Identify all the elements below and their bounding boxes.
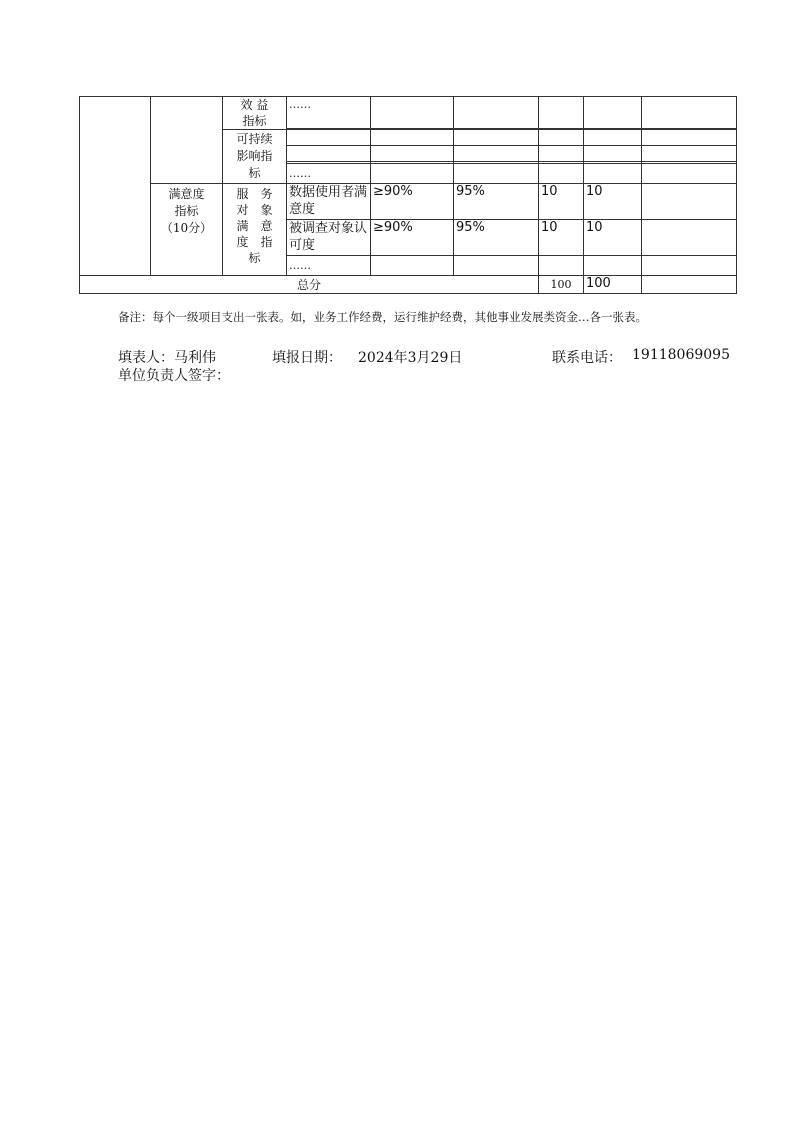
sustain-indicator-label: 可持续 影响指 标 <box>223 130 287 184</box>
cell <box>371 97 454 129</box>
sustain-item: …… <box>287 164 371 184</box>
cell <box>454 130 539 146</box>
actual-value: 95% <box>454 220 539 256</box>
weight-value: 10 <box>539 184 584 220</box>
performance-table <box>79 96 737 294</box>
total-label: 总分 <box>80 276 539 294</box>
cell <box>584 256 642 276</box>
cell <box>642 130 737 146</box>
cell <box>539 146 584 162</box>
total-score: 100 <box>584 276 642 294</box>
cell <box>642 164 737 184</box>
cell <box>454 256 539 276</box>
cell <box>371 164 454 184</box>
cell <box>371 146 454 162</box>
satisfaction-item-name: 数据使用者满意度 <box>287 184 371 220</box>
leader-signature-label: 单位负责人签字： <box>118 368 230 384</box>
filler-label: 填表人：马利伟 <box>118 350 216 366</box>
weight-value: 10 <box>539 220 584 256</box>
table-row <box>80 184 737 220</box>
cell <box>642 276 737 294</box>
satisfaction-more: …… <box>287 256 371 276</box>
cell <box>642 146 737 162</box>
level2-cell <box>151 97 223 184</box>
cell <box>584 130 642 146</box>
cell <box>454 97 539 129</box>
cell <box>642 97 737 129</box>
total-row <box>80 276 737 294</box>
cell <box>642 220 737 256</box>
satisfaction-sub-label: 服 务 对 象 满 意 度 指 标 <box>223 184 287 276</box>
date-value: 2024年3月29日 <box>358 350 463 366</box>
cell <box>454 146 539 162</box>
cell <box>371 130 454 146</box>
score-value: 10 <box>584 184 642 220</box>
cell <box>539 97 584 129</box>
target-value: ≥90% <box>371 220 454 256</box>
table-row <box>80 97 737 129</box>
satisfaction-category: 满意度 指标 （10分） <box>151 184 223 276</box>
target-value: ≥90% <box>371 184 454 220</box>
cell <box>287 130 371 146</box>
cell <box>287 146 371 162</box>
cell <box>539 164 584 184</box>
cell <box>584 146 642 162</box>
phone-value: 19118069095 <box>632 347 730 363</box>
total-weight: 100 <box>539 276 584 294</box>
satisfaction-item-name: 被调查对象认可度 <box>287 220 371 256</box>
actual-value: 95% <box>454 184 539 220</box>
cell <box>642 184 737 220</box>
cell <box>642 256 737 276</box>
score-value: 10 <box>584 220 642 256</box>
cell <box>539 256 584 276</box>
phone-label: 联系电话： <box>552 350 622 366</box>
date-label: 填报日期： <box>272 350 342 366</box>
benefit-item: …… <box>287 97 371 129</box>
benefit-indicator-label: 效 益 指标 <box>223 97 287 130</box>
cell <box>584 164 642 184</box>
cell <box>584 97 642 129</box>
level1-cell <box>80 97 151 276</box>
footnote: 备注：每个一级项目支出一张表。如，业务工作经费，运行维护经费，其他事业发展类资金…各一张表。 <box>118 310 647 324</box>
cell <box>539 130 584 146</box>
cell <box>454 164 539 184</box>
cell <box>371 256 454 276</box>
